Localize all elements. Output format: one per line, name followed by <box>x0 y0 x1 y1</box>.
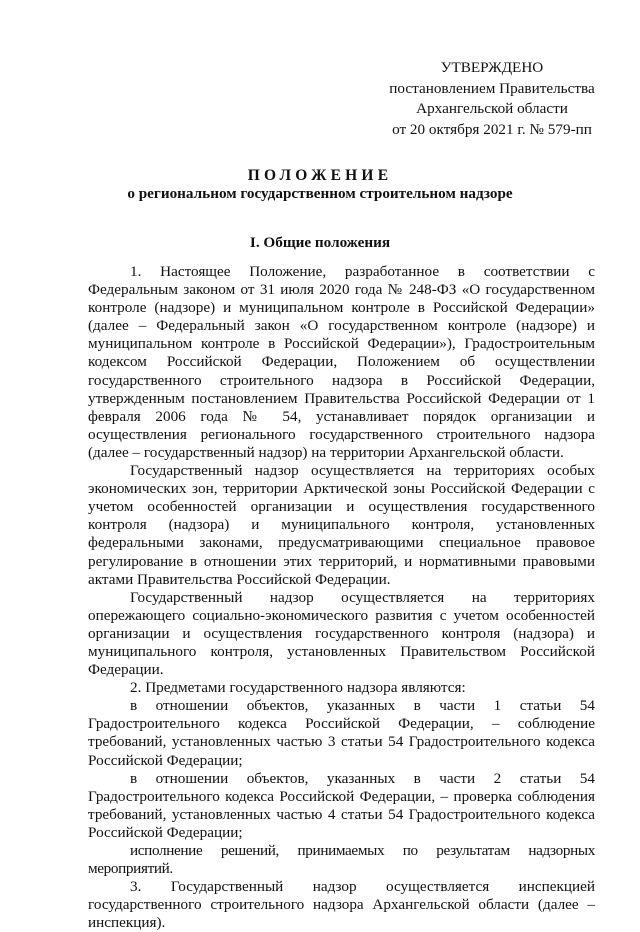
document-title: ПОЛОЖЕНИЕ <box>247 167 393 184</box>
document-subtitle: о региональном государственном строительном надзоре <box>127 185 513 202</box>
document-body <box>88 263 595 932</box>
paragraph-1: 1. Настоящее Положение, разработанное в соответствии с Федеральным законом от 31 июля 2020 года № 248-ФЗ «О государственном контроле (надзоре) и муниципальном контроле в Российской Федерации» (далее – Федеральный закон «О государственном контроле (надзоре) и муниципальном контроле в Российской Федерации»), Градостроительным кодексом Российской Федерации, Положением об осуществлении государственного строительного надзора в Российской Федерации, утвержденным постановлением Правительства Российской Федерации от 1 февраля 2006 года № 54, устанавливает порядок организации и осуществления регионального государственного строительного надзора (далее – государственный надзор) на территории Архангельской области. <box>88 263 595 461</box>
paragraph-6: в отношении объектов, указанных в части 2 статьи 54 Градостроительного кодекса Российской Федерации, – проверка соблюдения требований, установленных частью 4 статьи 54 Градостроительного кодекса Российской Федерации; <box>88 769 595 841</box>
approval-authority: постановлением Правительства <box>389 79 595 97</box>
paragraph-7: исполнение решений, принимаемых по результатам надзорных мероприятий. <box>88 842 595 878</box>
paragraph-4: 2. Предметами государственного надзора являются: <box>130 679 466 697</box>
paragraph-8: 3. Государственный надзор осуществляется инспекцией государственного строительного надзора Архангельской области (далее –инспекция). <box>88 878 595 932</box>
paragraph-5: в отношении объектов, указанных в части 1 статьи 54 Градостроительного кодекса Российской Федерации, – соблюдение требований, установленных частью 3 статьи 54 Градостроительного кодекса Российской Федерации; <box>88 697 595 769</box>
approval-date-number: от 20 октября 2021 г. № 579-пп <box>392 120 592 138</box>
section-heading: I. Общие положения <box>249 234 391 251</box>
paragraph-3: Государственный надзор осуществляется на территориях опережающего социально-экономического развития с учетом особенностей организации и осуществления государственного контроля (надзора) и муниципального контроля, установленных Правительством Российской Федерации. <box>88 588 595 679</box>
paragraph-2: Государственный надзор осуществляется на территориях особых экономических зон, территории Арктической зоны Российской Федерации с учетом особенностей организации и осуществления государственного контроля (надзора) и муниципального контроля, установленных федеральными законами, предусматривающими специальное правовое регулирование в отношении этих территорий, и нормативными правовыми актами Правительства Российской Федерации. <box>88 462 595 588</box>
approval-region: Архангельской области <box>416 100 568 117</box>
approval-stamp <box>372 58 612 140</box>
approval-heading: УТВЕРЖДЕНО <box>440 59 544 76</box>
